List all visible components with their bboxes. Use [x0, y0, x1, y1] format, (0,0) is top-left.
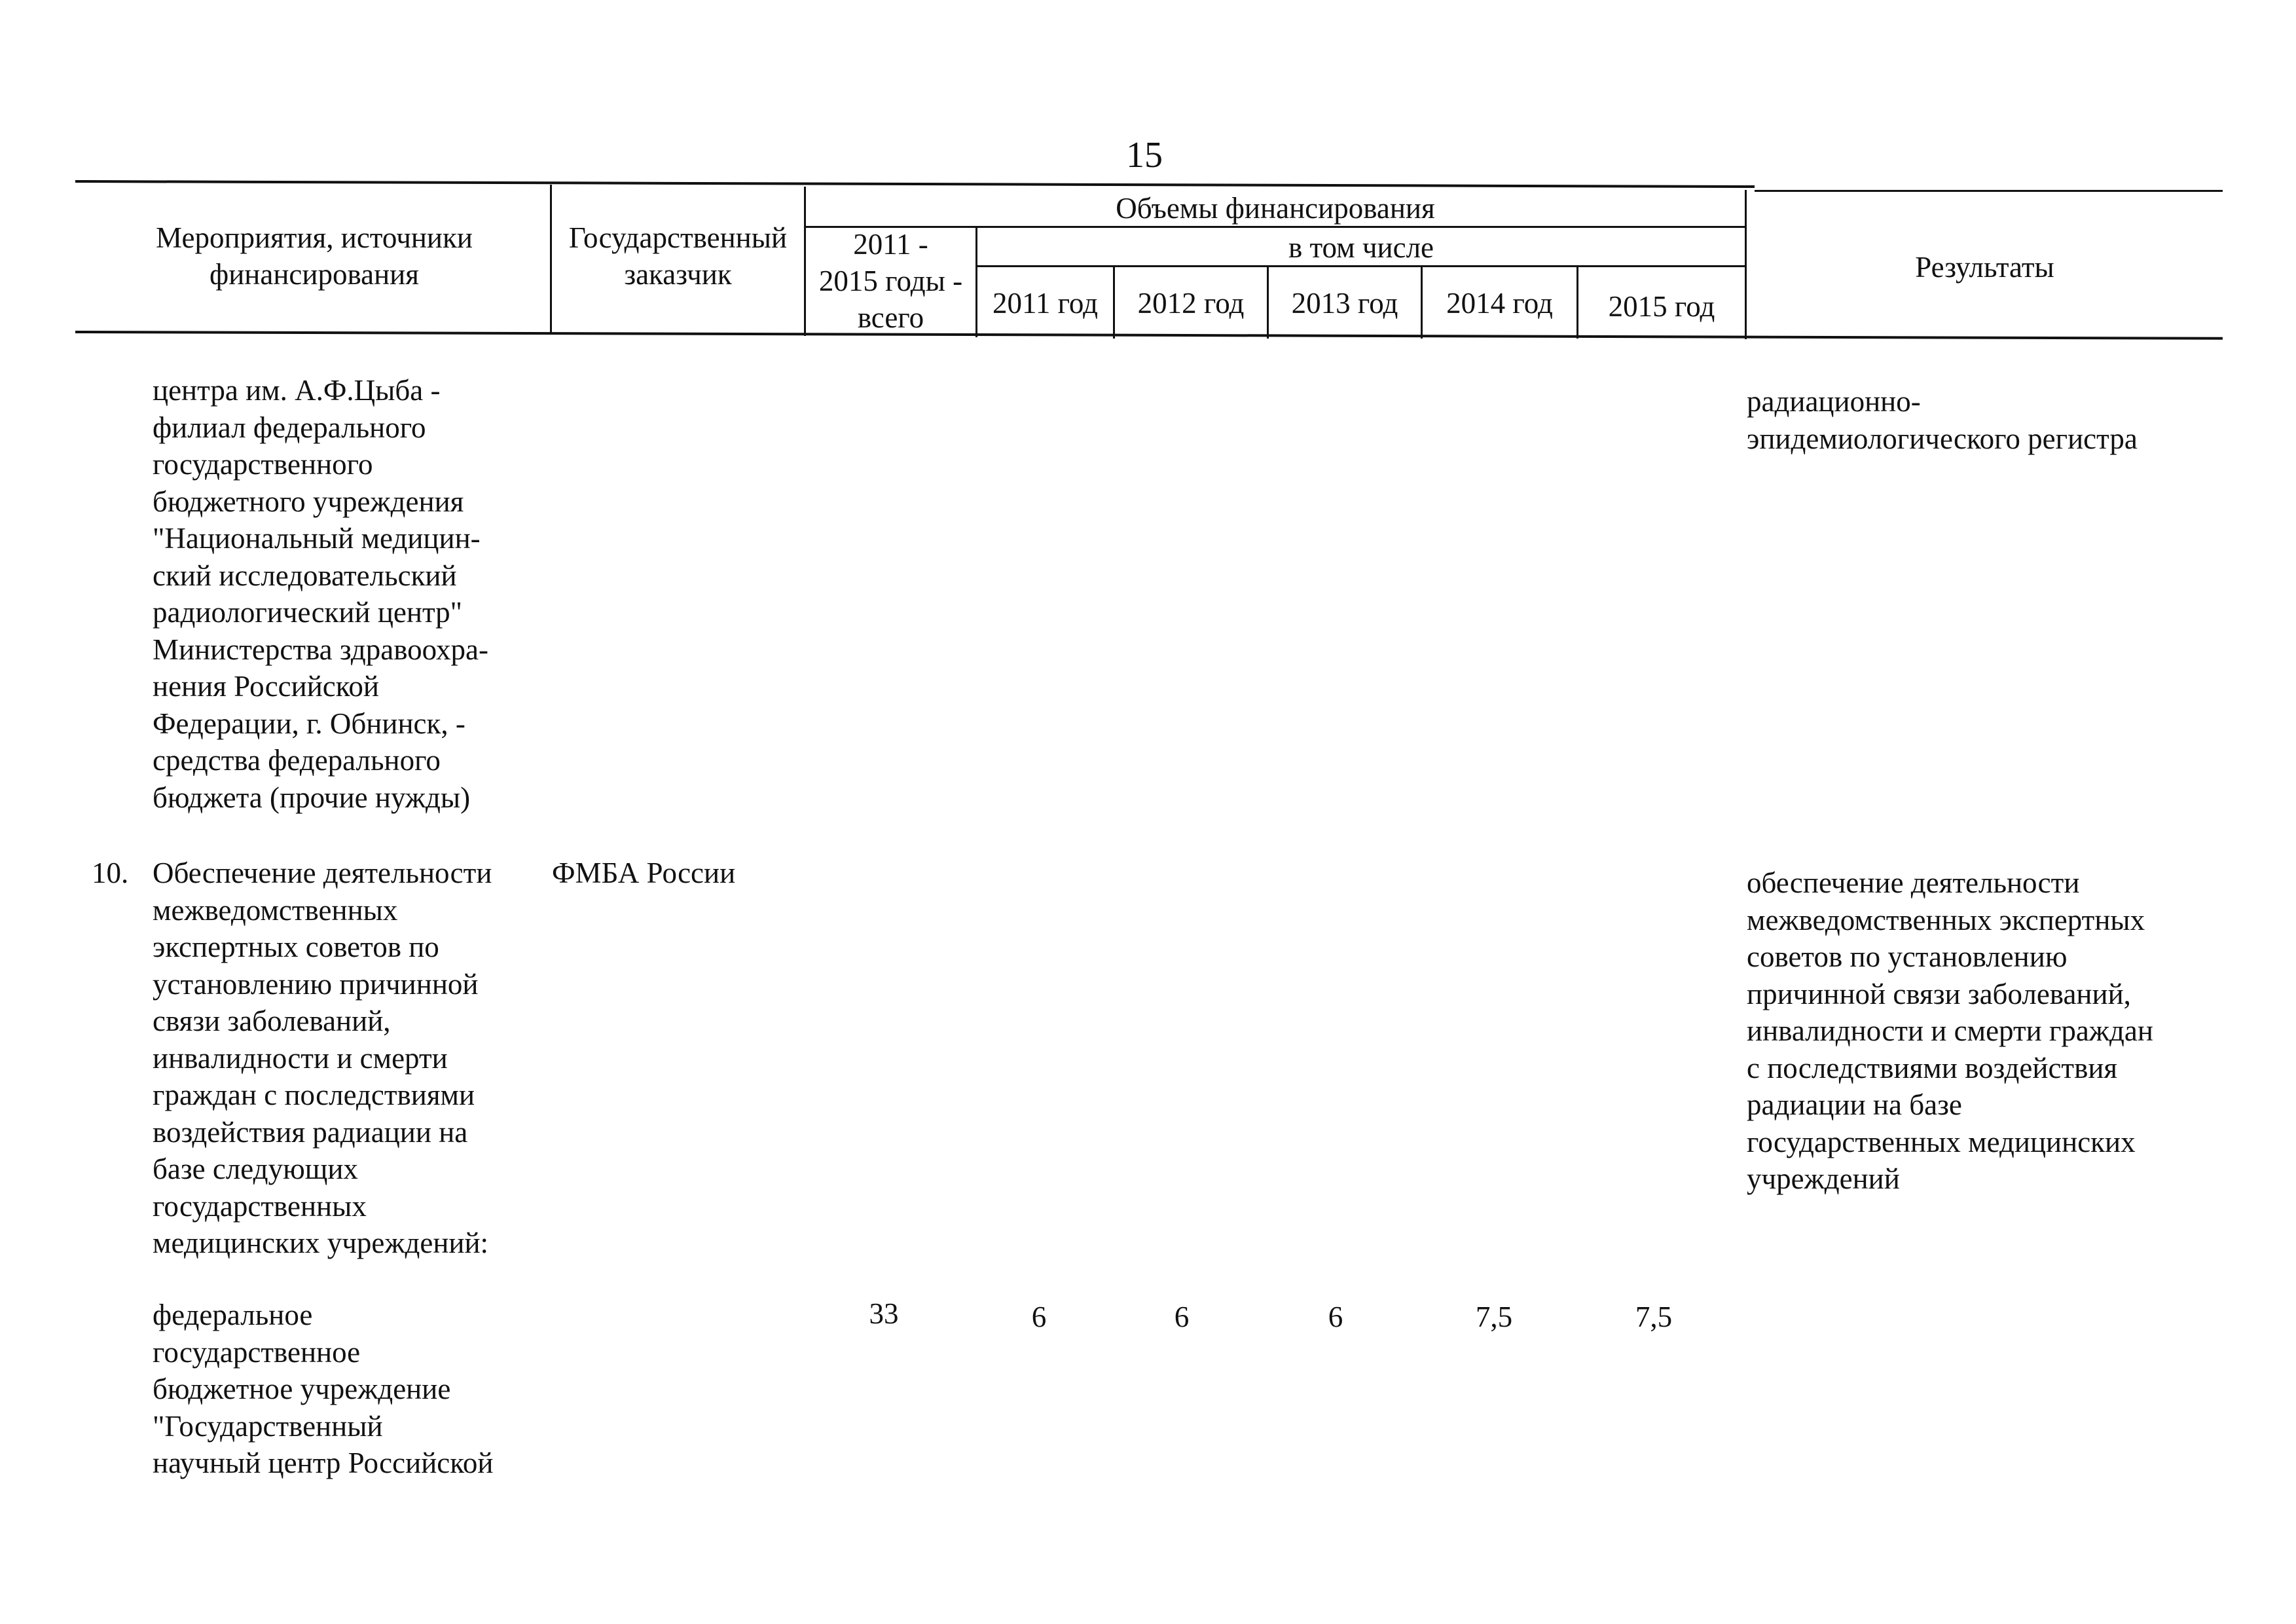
header-year-2011: 2011 год — [992, 287, 1098, 320]
header-total-line3: всего — [857, 301, 924, 334]
text-line: бюджета (прочие нужды) — [153, 781, 471, 814]
text-line: радиологический центр" — [153, 596, 463, 629]
text-line: "Национальный медицин- — [153, 522, 481, 555]
text-line: причинной связи заболеваний, — [1747, 977, 2131, 1010]
value-2014: 7,5 — [1475, 1301, 1513, 1333]
header-year-2015: 2015 год — [1608, 290, 1715, 323]
text-line: эпидемиологического регистра — [1747, 422, 2138, 455]
text-line: обеспечение деятельности — [1747, 866, 2080, 899]
row-number: 10. — [92, 857, 129, 889]
text-line: экспертных советов по — [153, 931, 439, 963]
value-total: 33 — [869, 1297, 899, 1330]
text-line: инвалидности и смерти граждан — [1747, 1014, 2153, 1047]
header-funding-group: Объемы финансирования — [1116, 192, 1435, 225]
text-line: радиации на базе — [1747, 1088, 1962, 1121]
header-customer-line1: Государственный — [568, 221, 788, 254]
value-2012: 6 — [1174, 1301, 1190, 1333]
header-customer-line2: заказчик — [624, 258, 732, 291]
header-including: в том числе — [1288, 231, 1434, 264]
text-line: нения Российской — [153, 670, 379, 703]
value-2015: 7,5 — [1635, 1301, 1673, 1333]
header-total — [806, 226, 975, 336]
block1-activity — [153, 372, 488, 816]
header-top-rule — [75, 180, 1755, 188]
text-line: государственных — [153, 1189, 367, 1223]
text-line: бюджетное учреждение — [153, 1373, 451, 1405]
text-line: инвалидности и смерти — [153, 1041, 448, 1075]
header-year-2014: 2014 год — [1446, 287, 1553, 320]
header-activities-line2: финансирования — [210, 258, 419, 291]
text-line: межведомственных экспертных — [1747, 903, 2145, 936]
text-line: советов по установлению — [1747, 940, 2068, 973]
text-line: ский исследовательский — [153, 559, 457, 592]
text-line: Федерации, г. Обнинск, - — [153, 707, 465, 740]
text-line: с последствиями воздействия — [1747, 1051, 2118, 1084]
text-line: Министерства здравоохра- — [153, 633, 488, 666]
text-line: межведомственных — [153, 893, 398, 927]
header-total-line2: 2015 годы - — [818, 265, 963, 297]
block2-customer: ФМБА России — [552, 857, 736, 889]
text-line: Обеспечение деятельности — [153, 857, 492, 889]
text-line: радиационно- — [1747, 385, 1921, 418]
text-line: связи заболеваний, — [153, 1005, 391, 1037]
value-2011: 6 — [1031, 1301, 1047, 1333]
text-line: базе следующих — [153, 1153, 358, 1185]
value-2013: 6 — [1328, 1301, 1343, 1333]
header-top-rule-right — [1755, 190, 2223, 192]
text-line: государственного — [153, 448, 373, 481]
text-line: установлению причинной — [153, 967, 479, 1001]
text-line: бюджетного учреждения — [153, 485, 464, 518]
text-line: государственное — [153, 1335, 361, 1369]
text-line: медицинских учреждений: — [153, 1227, 489, 1259]
header-results: Результаты — [1915, 251, 2054, 284]
text-line: филиал федерального — [153, 411, 426, 444]
block3-activity — [153, 1297, 493, 1482]
text-line: воздействия радиации на — [153, 1115, 468, 1149]
header-customer — [552, 219, 804, 293]
header-total-line1: 2011 - — [853, 228, 928, 261]
block2-activity — [153, 855, 492, 1262]
text-line: государственных медицинских — [1747, 1125, 2136, 1158]
header-activities-line1: Мероприятия, источники — [156, 221, 473, 254]
text-line: средства федерального — [153, 744, 441, 777]
header-year-2013: 2013 год — [1291, 287, 1398, 320]
text-line: научный центр Российской — [153, 1447, 494, 1479]
text-line: граждан с последствиями — [153, 1079, 475, 1111]
header-year-2012: 2012 год — [1137, 287, 1245, 320]
page-number: 15 — [1126, 135, 1163, 175]
header-activities — [98, 219, 530, 293]
text-line: федеральное — [153, 1299, 313, 1331]
text-line: "Государственный — [153, 1409, 383, 1443]
text-line: центра им. А.Ф.Цыба - — [153, 374, 441, 407]
header-bottom-rule — [75, 331, 2223, 340]
block2-results — [1747, 864, 2153, 1198]
block1-results — [1747, 383, 2138, 457]
text-line: учреждений — [1747, 1162, 1900, 1195]
